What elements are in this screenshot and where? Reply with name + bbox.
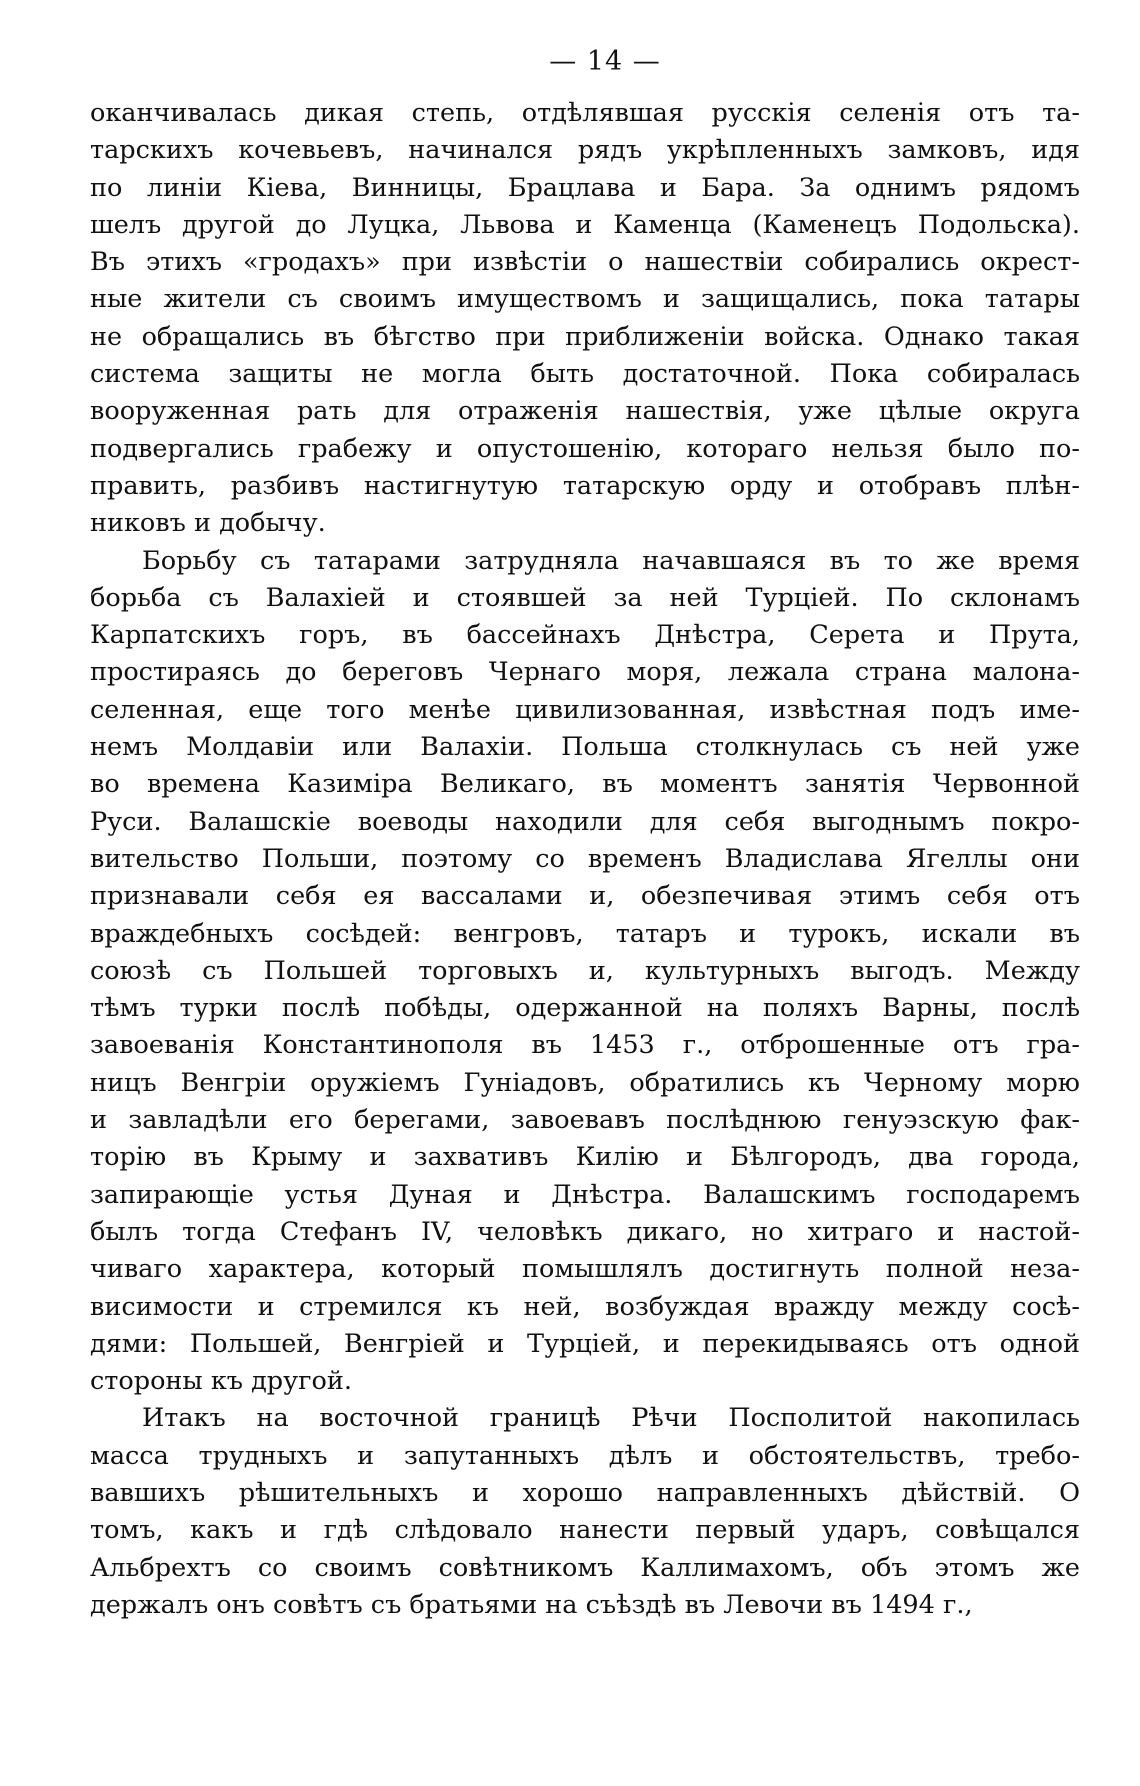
text-line: по линіи Кіева, Винницы, Брацлава и Бара. За однимъ рядомъ <box>90 172 1080 203</box>
text-line: вооруженная рать для отраженія нашествія, уже цѣлые округа <box>90 396 1080 427</box>
text-line: править, разбивъ настигнутую татарскую орду и отобравъ плѣн- <box>90 470 1080 501</box>
text-line: вавшихъ рѣшительныхъ и хорошо направленныхъ дѣйствій. О <box>90 1477 1080 1508</box>
text-line: вительство Польши, поэтому со временъ Владислава Ягеллы они <box>90 843 1080 874</box>
text-line: висимости и стремился къ ней, возбуждая вражду между сосѣ- <box>90 1291 1080 1322</box>
text-line: масса трудныхъ и запутанныхъ дѣлъ и обстоятельствъ, требо- <box>90 1440 1080 1471</box>
page-number: — 14 — <box>549 46 661 77</box>
paragraph <box>90 543 1080 1401</box>
text-line: подвергались грабежу и опустошенію, котораго нельзя было по- <box>90 433 1080 464</box>
text-line: ные жители съ своимъ имуществомъ и защищались, пока татары <box>90 284 1080 315</box>
book-page <box>90 48 1080 1624</box>
text-line: былъ тогда Стефанъ IV, человѣкъ дикаго, но хитраго и настой- <box>90 1216 1080 1247</box>
text-line: дями: Польшей, Венгріей и Турціей, и перекидываясь отъ одной <box>90 1328 1080 1359</box>
text-line: шелъ другой до Луцка, Львова и Каменца (Каменецъ Подольска). <box>90 209 1080 240</box>
text-line: Карпатскихъ горъ, въ бассейнахъ Днѣстра, Серета и Прута, <box>90 620 1080 651</box>
text-line: тарскихъ кочевьевъ, начинался рядъ укрѣпленныхъ замковъ, идя <box>90 135 1080 166</box>
text-line: томъ, какъ и гдѣ слѣдовало нанести первый ударъ, совѣщался <box>90 1515 1080 1546</box>
text-line: Альбрехтъ со своимъ совѣтникомъ Каллимахомъ, объ этомъ же <box>90 1552 1080 1583</box>
text-line: враждебныхъ сосѣдей: венгровъ, татаръ и турокъ, искали въ <box>90 918 1080 949</box>
text-line: оканчивалась дикая степь, отдѣлявшая русскія селенія отъ та- <box>90 98 1080 128</box>
text-line: никовъ и добычу. <box>90 508 326 539</box>
text-line: не обращались въ бѣгство при приближеніи войска. Однако такая <box>90 321 1080 352</box>
text-line: система защиты не могла быть достаточной. Пока собиралась <box>90 359 1080 390</box>
text-line: немъ Молдавіи или Валахіи. Польша столкнулась съ ней уже <box>90 732 1080 763</box>
text-line: завоеванія Константинополя въ 1453 г., отброшенные отъ гра- <box>90 1030 1080 1061</box>
text-line: простираясь до береговъ Чернаго моря, лежала страна малона- <box>90 657 1080 688</box>
text-line: во времена Казиміра Великаго, въ моментъ занятія Червонной <box>90 769 1080 800</box>
paragraph <box>90 1400 1080 1624</box>
text-line: держалъ онъ совѣтъ съ братьями на съѣздѣ въ Левочи въ 1494 г., <box>90 1589 973 1620</box>
text-line: и завладѣли его берегами, завоевавъ послѣднюю генуэзскую фак- <box>90 1105 1080 1136</box>
text-line: стороны къ другой. <box>90 1366 352 1397</box>
paragraph <box>90 95 1080 543</box>
text-line: ницъ Венгріи оружіемъ Гуніадовъ, обратились къ Черному морю <box>90 1067 1080 1098</box>
text-line: признавали себя ея вассалами и, обезпечивая этимъ себя отъ <box>90 881 1080 912</box>
text-line: чиваго характера, который помышлялъ достигнуть полной неза- <box>90 1254 1080 1285</box>
text-line: тѣмъ турки послѣ побѣды, одержанной на поляхъ Варны, послѣ <box>90 993 1080 1024</box>
text-line: торію въ Крыму и захвативъ Килію и Бѣлгородъ, два города, <box>90 1142 1080 1173</box>
text-line: Борьбу съ татарами затрудняла начавшаяся въ то же время <box>142 545 1080 576</box>
text-line: запирающіе устья Дуная и Днѣстра. Валашскимъ господаремъ <box>90 1179 1080 1210</box>
text-body <box>90 95 1080 1624</box>
text-line: Въ этихъ «гродахъ» при извѣстіи о нашествіи собирались окрест- <box>90 247 1080 278</box>
text-line: борьба съ Валахіей и стоявшей за ней Турціей. По склонамъ <box>90 582 1080 613</box>
text-line: союзѣ съ Польшей торговыхъ и, культурныхъ выгодъ. Между <box>90 955 1080 986</box>
text-line: Итакъ на восточной границѣ Рѣчи Посполитой накопилась <box>142 1403 1080 1434</box>
text-line: Руси. Валашскіе воеводы находили для себя выгоднымъ покро- <box>90 806 1080 837</box>
text-line: селенная, еще того менѣе цивилизованная, извѣстная подъ име- <box>90 694 1080 725</box>
